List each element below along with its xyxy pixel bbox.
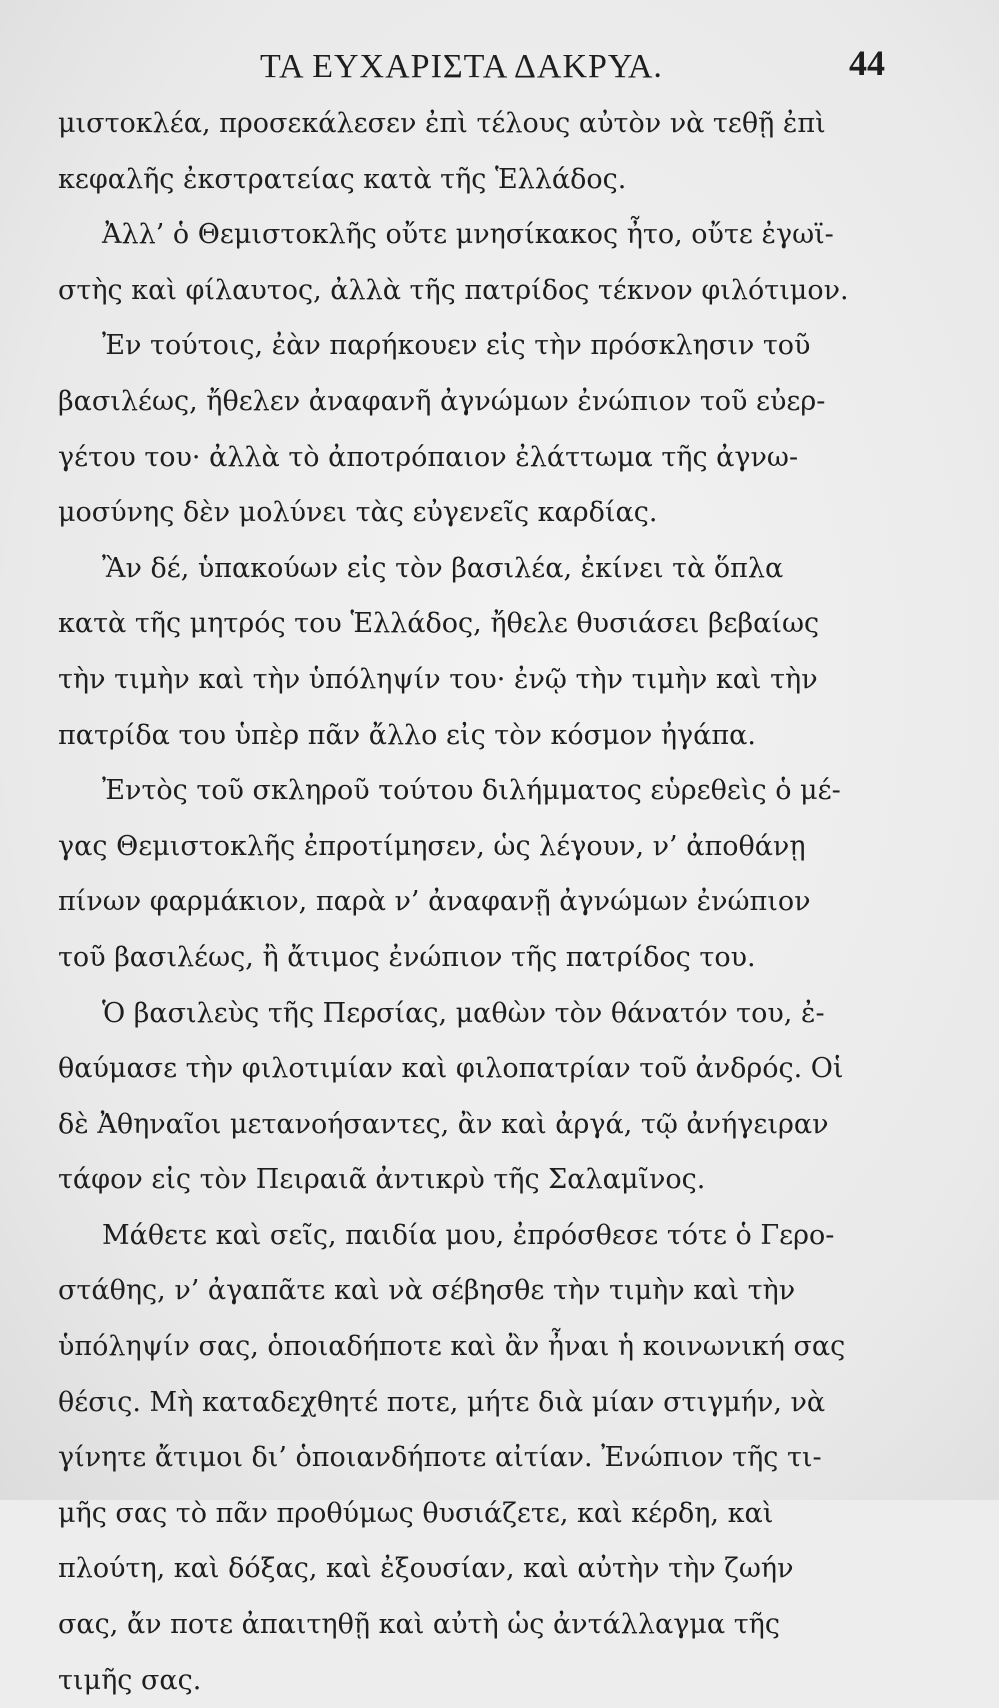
text-line: ὑπόληψίν σας, ὁποιαδήποτε καὶ ἂν ἦναι ἡ κοινωνική σας (58, 1331, 846, 1363)
text-line: μοσύνης δὲν μολύνει τὰς εὐγενεῖς καρδίας. (58, 497, 658, 529)
text-line: Ἐντὸς τοῦ σκληροῦ τούτου διλήμματος εὑρεθεὶς ὁ μέ- (102, 775, 841, 807)
text-line: τοῦ βασιλέως, ἢ ἄτιμος ἐνώπιον τῆς πατρίδος του. (58, 941, 756, 973)
text-line: κεφαλῆς ἐκστρατείας κατὰ τῆς Ἑλλάδος. (58, 163, 627, 195)
text-line: κατὰ τῆς μητρός του Ἑλλάδος, ἤθελε θυσιάσει βεβαίως (58, 608, 820, 640)
text-line: Ἀλλ’ ὁ Θεμιστοκλῆς οὔτε μνησίκακος ἦτο, οὔτε ἐγωϊ- (102, 219, 834, 251)
running-title: ΤΑ ΕΥΧΑΡΙΣΤΑ ΔΑΚΡΥΑ. (260, 48, 663, 85)
text-line: θαύμασε τὴν φιλοτιμίαν καὶ φιλοπατρίαν τοῦ ἀνδρός. Οἱ (58, 1053, 844, 1085)
text-line: Ἐν τούτοις, ἐὰν παρήκουεν εἰς τὴν πρόσκλησιν τοῦ (102, 330, 811, 362)
text-line: Μάθετε καὶ σεῖς, παιδία μου, ἐπρόσθεσε τότε ὁ Γερο- (102, 1219, 835, 1251)
body-text (58, 96, 873, 1708)
text-line: Ἂν δέ, ὑπακούων εἰς τὸν βασιλέα, ἐκίνει τὰ ὅπλα (102, 552, 784, 584)
text-line: στάθης, ν’ ἀγαπᾶτε καὶ νὰ σέβησθε τὴν τιμὴν καὶ τὴν (58, 1275, 796, 1307)
text-line: πατρίδα του ὑπὲρ πᾶν ἄλλο εἰς τὸν κόσμον ἠγάπα. (58, 719, 756, 751)
text-line: δὲ Ἀθηναῖοι μετανοήσαντες, ἂν καὶ ἀργά, τῷ ἀνήγειραν (58, 1108, 829, 1140)
text-line: στὴς καὶ φίλαυτος, ἀλλὰ τῆς πατρίδος τέκνον φιλότιμον. (58, 274, 849, 306)
text-line: πίνων φαρμάκιον, παρὰ ν’ ἀναφανῇ ἀγνώμων ἐνώπιον (58, 886, 811, 918)
text-line: βασιλέως, ἤθελεν ἀναφανῆ ἀγνώμων ἐνώπιον τοῦ εὐερ- (58, 385, 826, 417)
text-line: μιστοκλέα, προσεκάλεσεν ἐπὶ τέλους αὐτὸν νὰ τεθῇ ἐπὶ (58, 108, 826, 139)
text-line: σας, ἄν ποτε ἀπαιτηθῇ καὶ αὐτὴ ὡς ἀντάλλαγμα τῆς (58, 1609, 780, 1641)
text-line: Ὁ βασιλεὺς τῆς Περσίας, μαθὼν τὸν θάνατόν του, ἐ- (102, 997, 825, 1029)
text-line: τὴν τιμὴν καὶ τὴν ὑπόληψίν του· ἐνῷ τὴν τιμὴν καὶ τὴν (58, 663, 818, 695)
text-line: γας Θεμιστοκλῆς ἐπροτίμησεν, ὡς λέγουν, ν’ ἀποθάνῃ (58, 830, 806, 862)
text-line: γέτου του· ἀλλὰ τὸ ἀποτρόπαιον ἐλάττωμα τῆς ἀγνω- (58, 441, 799, 473)
text-line: πλούτη, καὶ δόξας, καὶ ἐξουσίαν, καὶ αὐτὴν τὴν ζωήν (58, 1553, 794, 1585)
text-line: τιμῆς σας. (58, 1664, 202, 1696)
page-header (95, 42, 885, 92)
text-line: μῆς σας τὸ πᾶν προθύμως θυσιάζετε, καὶ κέρδη, καὶ (58, 1497, 774, 1529)
text-line: θέσις. Μὴ καταδεχθητέ ποτε, μήτε διὰ μίαν στιγμήν, νὰ (58, 1386, 826, 1418)
page-number: 44 (849, 43, 885, 83)
text-line: τάφον εἰς τὸν Πειραιᾶ ἀντικρὺ τῆς Σαλαμῖνος. (58, 1164, 706, 1196)
text-line: γίνητε ἄτιμοι δι’ ὁποιανδήποτε αἰτίαν. Ἐνώπιον τῆς τι- (58, 1442, 822, 1474)
